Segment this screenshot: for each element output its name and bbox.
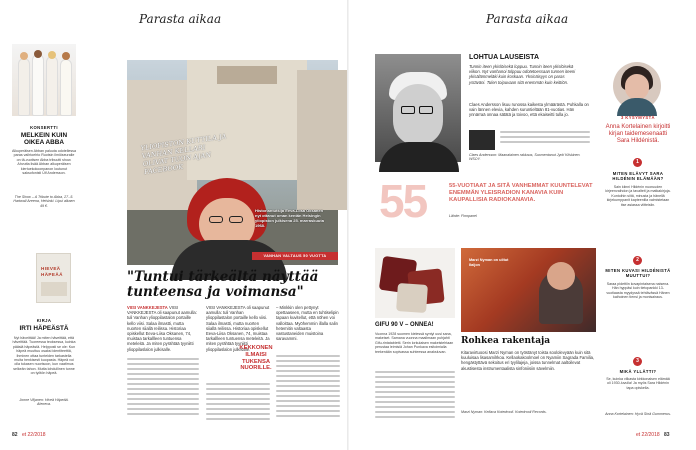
article-column-2 bbox=[206, 305, 270, 352]
pull-quote-headline: "Tuntui tärkeältä näyttää tunteensa ja voimansa" bbox=[127, 269, 319, 300]
feature-label-bar: VANHAN VALTAUS 50 VUOTTA bbox=[252, 252, 338, 260]
book-cover-title: HIEVEÄ HÄPEÄÄ bbox=[41, 266, 63, 277]
gifu-body: Vuonna 1928 suomen kielessä syntyi uusi sana, makeiset. Samana vuonna maailmaan puhjahti Gifu-rintatabletti. Serin lorkulaisen makeistehtaan perustaa leimisiä Johan Punkava esitoimialla teekenään sopivassa suhteessa anaksluvan. bbox=[375, 332, 454, 354]
article-col1-lines bbox=[127, 355, 199, 418]
question-2: MITEN KUVASI HILDÉNISTÄ MUUTTUI? bbox=[605, 268, 671, 278]
statistic-source: Lähde: Finnpanel bbox=[449, 214, 477, 218]
gifu-title: GIFU 90 V – ONNEA! bbox=[375, 322, 434, 328]
handwritten-sign-text: YLIOPISTON KUTTILA JA VANHAN KELLARI OLIVAT TUON AJAN FACEBOOK bbox=[140, 132, 227, 177]
article-col3-lines bbox=[276, 352, 340, 420]
statistic-text: 55-VUOTIAAT JA SITÄ VANHEMMAT KUUNTELEVAT ENEMMÄN YLEISRADION KANAVIA KUIN KAUPALLISIA RADIOKANAVIA. bbox=[449, 183, 593, 203]
section-title-right: Parasta aikaa bbox=[486, 12, 569, 26]
article-col2-lines bbox=[206, 380, 270, 423]
concert-credit: The Show – A Tribute to Abba, 27.-5. Hartwall Areena, Helsinki. Lipui alkaen 49 €. bbox=[13, 195, 75, 208]
gifu-candy-photo bbox=[375, 248, 455, 318]
answer-3: Se, kuinka vilkasta kirkkonaisen elämää oli 1930-luvulla! Ja myös Sara Hildénin tapa opiskella. bbox=[606, 377, 670, 390]
book-credit: Jonne Viljanen: Hiveä Häpeää. Aleneva. bbox=[19, 398, 69, 407]
lead-kicker: VIISI VANKKEJESTA bbox=[127, 305, 168, 310]
answer-1: Sain kiinni Hildénin nuoruuden kirjeenvaihdon ja tavalteit ja matkakirjoja. Kuntoihin siitä, minusta ja hänellä kirjekumppanit kapteenilla valmistetaan itse asiassa viitteisiin. bbox=[605, 185, 671, 207]
interview-extra-lines bbox=[500, 128, 590, 146]
article-column-3 bbox=[276, 305, 340, 347]
statistic-number: 55 bbox=[379, 175, 427, 227]
record-credit: Marzi Nyman: Kellava Kotedrooli. Kotedrooli Records. bbox=[461, 410, 547, 414]
left-page-number: 82 bbox=[12, 432, 18, 438]
concert-title: MELKEIN KUIN OIKEA ABBA bbox=[20, 132, 68, 147]
gifu-lines bbox=[375, 368, 455, 421]
page-gutter bbox=[347, 0, 349, 450]
expert-intro: Anna Kortelainen kirjoitti kirjan taidemesenaatti Sara Hildénistä. bbox=[605, 124, 671, 144]
album-cover bbox=[461, 248, 596, 332]
record-title: Rohkea rakentaja bbox=[461, 336, 551, 346]
book-kicker: KIRJA bbox=[36, 318, 52, 323]
interview-poem: Tunnin iteen ykislöisekä loppuu. Tunnin iteen ykislöisekä viikon. Nyt vanhanoi tolppuu odotetoessaan tunnen iteeni ykisälämmeläki kuin koskaan. Yksinäisyys on paras ystäväni. Tulen toipuvaan sitä enemmän kuin keittiön. bbox=[469, 64, 576, 85]
expert-credit: Anna Kortelainen: Hyvä Sinä Gummerus. bbox=[605, 412, 671, 416]
question-3: MIKÄ YLLÄTTI? bbox=[619, 369, 657, 374]
question-1-number: 1 bbox=[633, 158, 642, 167]
question-2-number: 2 bbox=[633, 256, 642, 265]
interview-lead: Claes Andersson lisuu runossa kaikesta ylmäärästä. Puhkalla on vain lännen elevia, kahden suruntieltään 81-vuotias. Hän ynnärraä onnaa sätätä ja toivoo, että ekaiseitti tulla jo. bbox=[469, 102, 589, 118]
article-col1-text: VIISI VANKKEJESTA oli saapunut aamulla: tuli Vanhan ylioppilastalon portaille kello viisi. Salaa ilmastti, mutta nuorten siiallä reilissa. Historiaa opiskellut Eeva-Liisa Oksanen, 74, muistaa tarkallleen tuntuensa meteleitä. Ja miten pyrähtää tyyniitti ylioppilaslalon julkisalle. bbox=[127, 305, 197, 352]
article-col3-text: – Minkkin olen pettynyt opettaaseen, mutta en tuhtiselipin tapaan kuvitellut, että nöhen voi valloittaa. Myöhemmin illalla salin hetemitin valtaasta vastustaneiden muistoina saravammi. bbox=[276, 305, 339, 342]
author-portrait bbox=[375, 54, 461, 162]
answer-2: Saraa pidettiin kovapintaisena naisena. Hän hyppäsi kuin tietopankki 13-vuotiaasta myydyssä tehtävässä Hänen kaihoinen tiensi ja monisairaus. bbox=[606, 282, 670, 300]
kekkonen-pull-quote: KEKKONEN ILMAISI TUKENSA NUORILLE. bbox=[239, 345, 273, 372]
book-cover bbox=[36, 253, 71, 303]
interview-title: LOHTUA LAUSEISTA bbox=[469, 54, 539, 61]
right-issue: et 22/2018 bbox=[636, 432, 660, 438]
section-title-left: Parasta aikaa bbox=[139, 12, 222, 26]
record-body: Kitaravirtuoosi Marzi Nyman on työstänyt toista soololevyään kuin sitä kuuluisaa lisasamilrkoa. Kellaokakoolmoel on Nyamiin Sagrada Familia, hengästyttävä sekoitus eri tyylilajeja, joissa tunnelmat aaltoilevat akustisesta instrumentaalista sinfoniisiin sävelmiin. bbox=[461, 350, 595, 371]
expert-portrait bbox=[613, 62, 661, 110]
abba-tribute-photo bbox=[12, 44, 76, 116]
interview-credit: Claes Andersson: Maanalainen rakkaus, Suomentanut Jyrki Kiiskinen. WSOY. bbox=[469, 153, 581, 162]
right-page-number: 83 bbox=[664, 432, 670, 438]
question-1: MITEN ELÄVYT SARA HILDÉNIN ELÄMÄÄN? bbox=[612, 171, 664, 181]
expert-kicker: 3 KYSYMYSTÄ bbox=[621, 115, 655, 120]
left-issue: et 22/2018 bbox=[21, 432, 46, 438]
concert-kicker: KONSERTTI bbox=[30, 125, 58, 130]
album-cover-text: Marzi Nyman on uiltut Ilaijon bbox=[469, 258, 509, 267]
left-page-footer bbox=[12, 432, 46, 438]
book-title: IRTI HÄPEÄSTÄ bbox=[19, 325, 69, 332]
book-body: Nyt häveittää! Ja miten häveittää, että häveittää. Tuoreessa teoksessa, kuinka pääsiä häpeästä. Helpposti se ole: Kun häpeä muuttuu osaksi identiteettiä, ihminen ottaa tunteiden tarkastella muita henkisesti kuopasta. Häpeä voi olla tukasen nuorisoon, kun vaatimus selkeän tahon. Mutta lohdullinen tunne on työtön häpeä. bbox=[12, 336, 76, 376]
right-page-footer bbox=[636, 432, 670, 438]
photo-caption: Historiantutkija Eeva-Liisa Oksanen nyt ottanut oman kentän Helsingin yliopiston julkisena 25. marraskuuta 1968. bbox=[255, 208, 324, 228]
article-col2-top: VIISI VANKKEJESTA oli saapunut aamulla: tuli Vanhan ylioppilastalon portaille kello viisi. Salaa ilmastti, mutta nuorten siiallä reilissa. Historiaa opiskellut Eeva-Liisa Oksanen, 74, muistaa tarkallleen tuntuensa meteleitä. Ja miten pyrähtää tyyniitti ylioppilaslalon julkisalle. bbox=[206, 305, 270, 352]
question-3-number: 3 bbox=[633, 357, 642, 366]
concert-body: Alkuperäisen Abban paluuta odotellessa paras vaihtoehto Ruotsin ilmiöseuralle on tä-vuotisen Abba tribuutti show. Ahvutta lisää Abban alkuperäisen kiertuekokoonpanon loutunut saksofonisti Ulf Andersson. bbox=[12, 149, 76, 176]
